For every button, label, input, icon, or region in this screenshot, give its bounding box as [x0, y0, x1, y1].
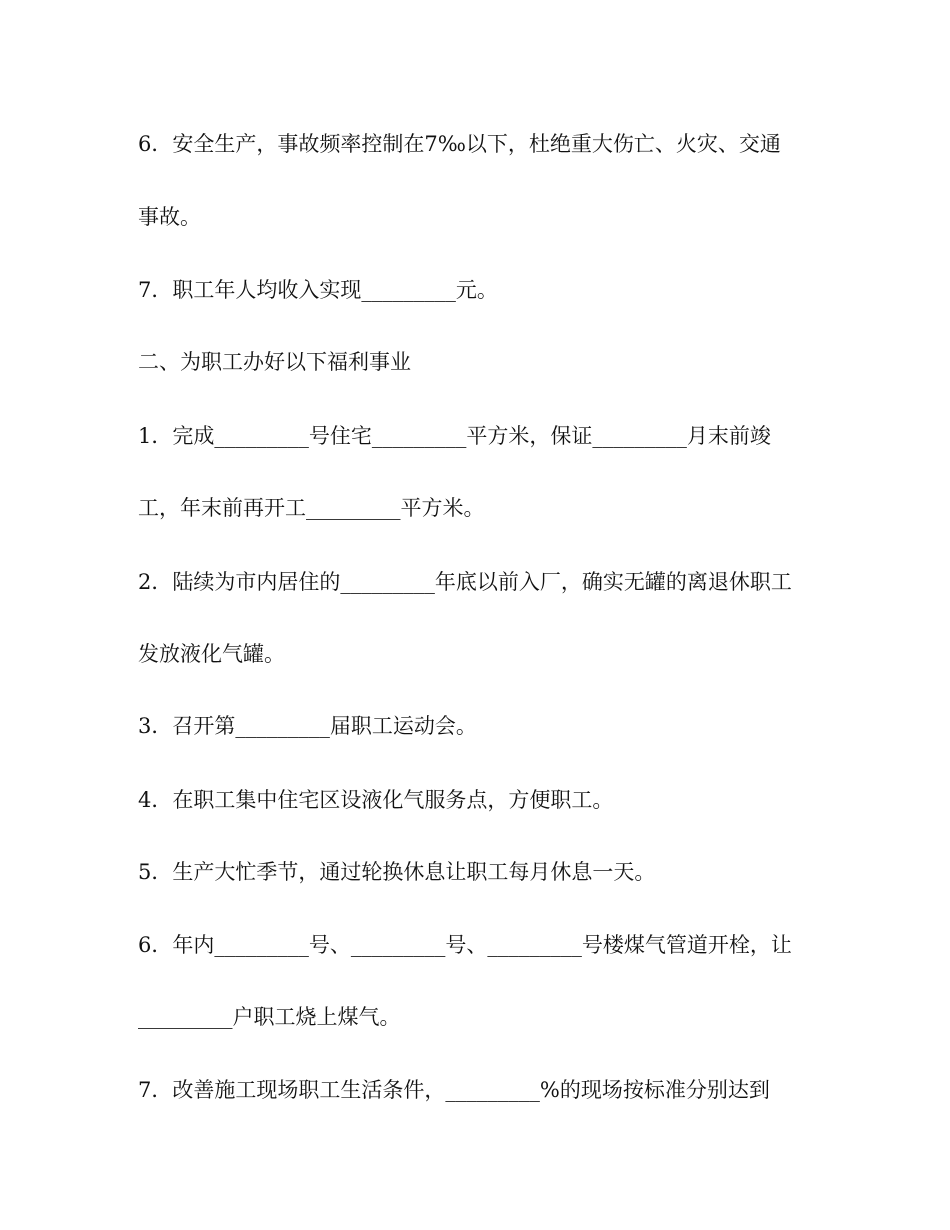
text-line-7: 2．陆续为市内居住的_________年底以前入厂，确实无罐的离退休职工: [138, 570, 792, 594]
text-line-1: 6．安全生产，事故频率控制在7‰以下，杜绝重大伤亡、火灾、交通: [138, 132, 781, 156]
section-heading: 二、为职工办好以下福利事业: [138, 350, 411, 374]
text-line-14: 7．改善施工现场职工生活条件，_________%的现场按标准分别达到: [138, 1078, 770, 1102]
text-line-3: 7．职工年人均收入实现_________元。: [138, 278, 498, 302]
text-line-2: 事故。: [138, 205, 201, 229]
text-line-5: 1．完成_________号住宅_________平方米，保证_________月末前竣: [138, 424, 771, 448]
text-line-12: 6．年内_________号、_________号、_________号楼煤气管道开栓，让: [138, 933, 792, 957]
text-line-8: 发放液化气罐。: [138, 642, 285, 666]
text-line-10: 4．在职工集中住宅区设液化气服务点，方便职工。: [138, 788, 614, 812]
text-line-13: _________户职工烧上煤气。: [138, 1005, 401, 1029]
text-line-6: 工，年末前再开工_________平方米。: [138, 496, 485, 520]
text-line-11: 5．生产大忙季节，通过轮换休息让职工每月休息一天。: [138, 860, 656, 884]
text-line-9: 3．召开第_________届职工运动会。: [138, 714, 477, 738]
